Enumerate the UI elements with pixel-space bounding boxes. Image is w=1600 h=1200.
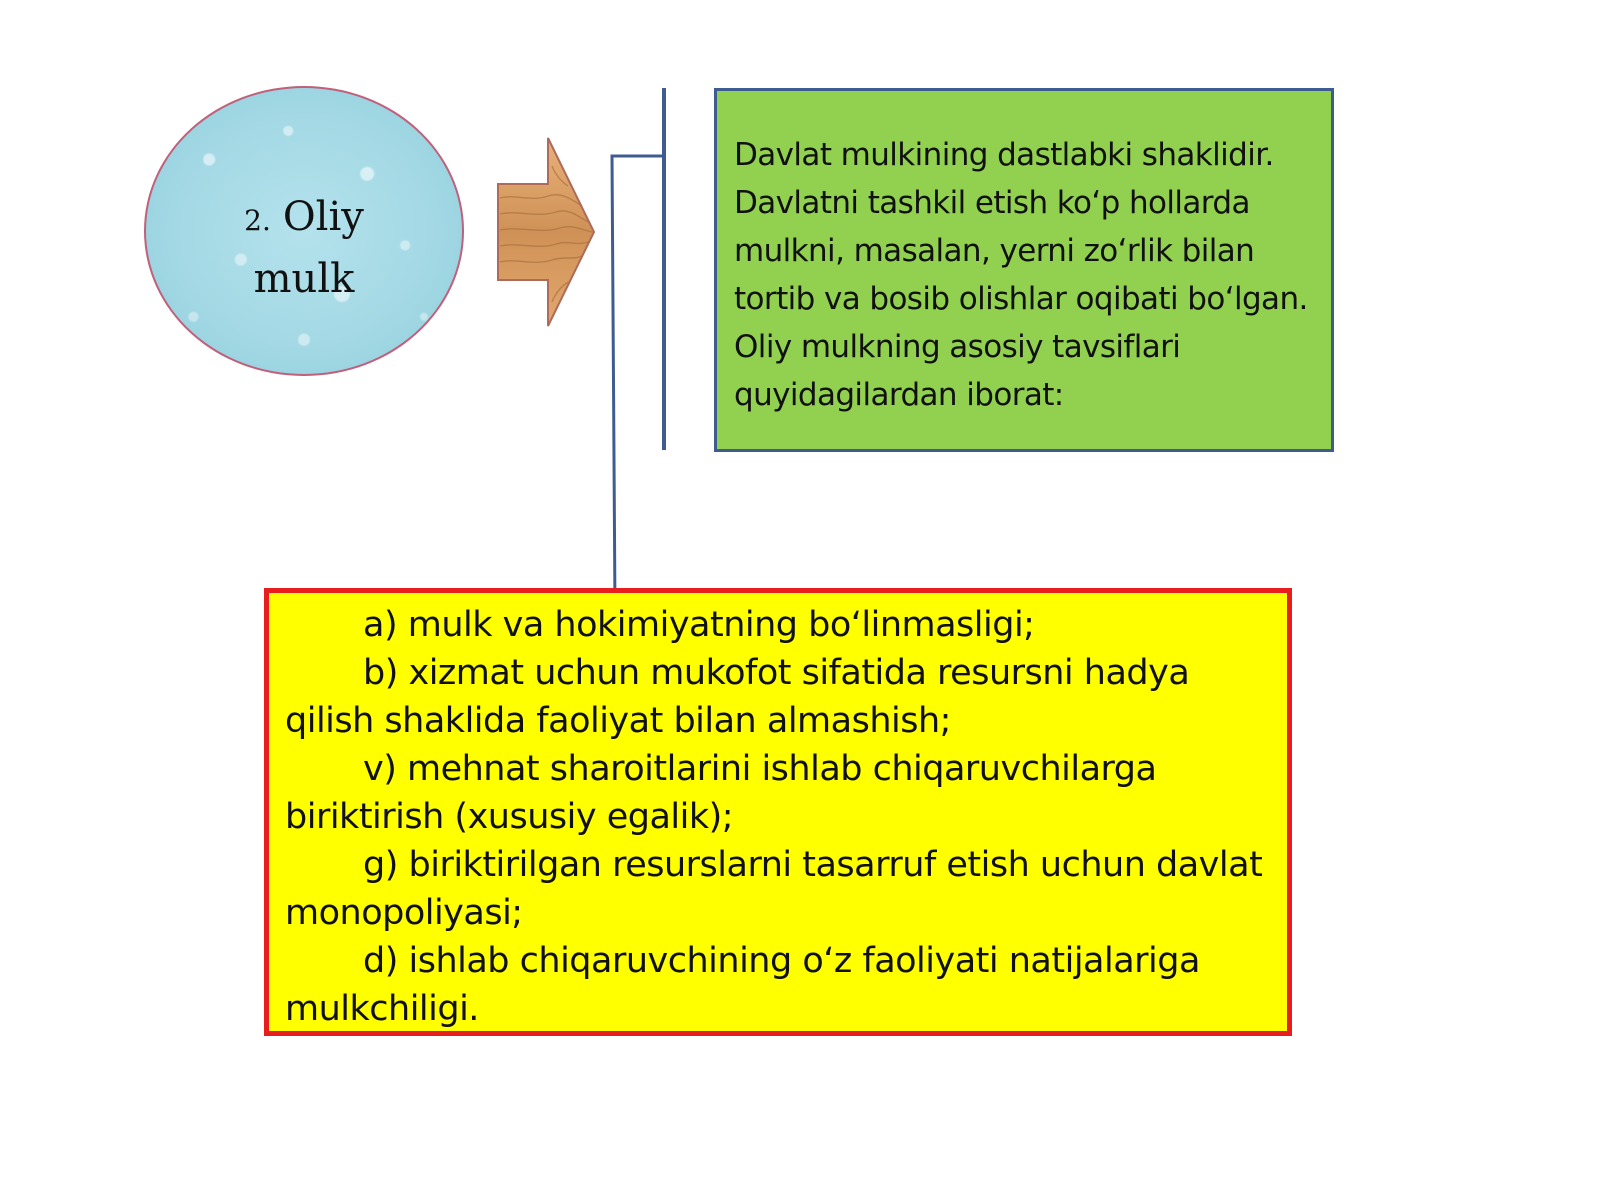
definition-box xyxy=(714,88,1334,452)
topic-line-1: Oliy xyxy=(282,194,364,240)
feature-item-b: b) xizmat uchun mukofot sifatida resursni hadya qilish shaklida faoliyat bilan almashish; xyxy=(285,653,1190,741)
feature-item-g: g) biriktirilgan resurslarni tasarruf etish uchun davlat monopoliyasi; xyxy=(285,845,1263,933)
right-arrow-icon xyxy=(496,136,596,328)
topic-number: 2. xyxy=(244,204,271,237)
feature-item-v: v) mehnat sharoitlarini ishlab chiqaruvchilarga biriktirish (xususiy egalik); xyxy=(285,749,1157,837)
topic-label xyxy=(146,188,462,308)
features-box xyxy=(264,588,1292,1036)
feature-item-d: d) ishlab chiqaruvchining oʻz faoliyati natijalariga mulkchiligi. xyxy=(285,941,1200,1029)
topic-line-2: mulk xyxy=(253,256,355,302)
definition-text: Davlat mulkining dastlabki shaklidir. Davlatni tashkil etish koʻp hollarda mulkni, masalan, yerni zoʻrlik bilan tortib va bosib olishlar oqibati boʻlgan. Oliy mulkning asosiy tavsiflari quyidagilardan iborat: xyxy=(734,137,1308,413)
topic-circle xyxy=(144,86,464,376)
feature-item-a: a) mulk va hokimiyatning boʻlinmasligi; xyxy=(363,605,1035,645)
